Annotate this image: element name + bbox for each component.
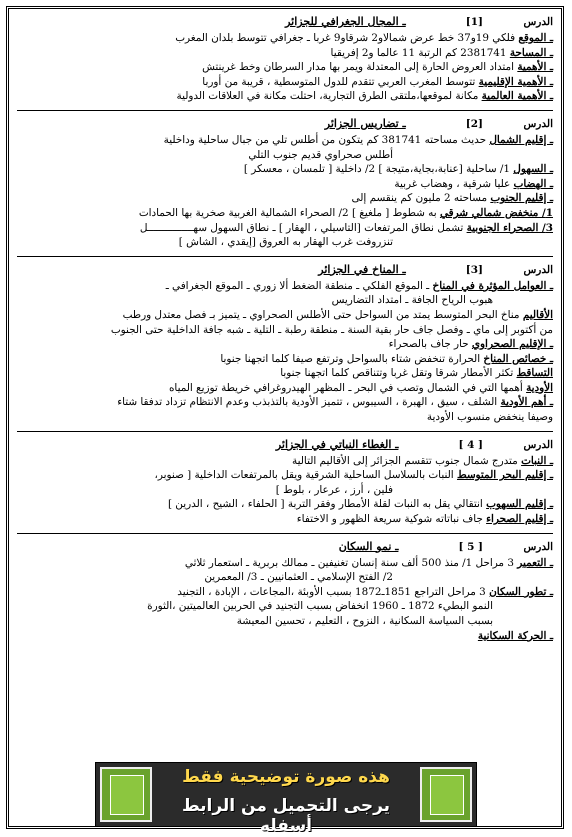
line-key: ـ إقليم الجنوب xyxy=(490,192,553,205)
line-text: فلين ، أرز ، عرعار ، بلوط ] xyxy=(275,483,393,496)
line-key: ـ السهول xyxy=(513,163,553,176)
page-frame xyxy=(6,6,564,829)
lesson-line xyxy=(17,293,553,308)
lesson-line xyxy=(17,381,553,396)
lesson-header xyxy=(17,540,553,556)
line-key: ـ إقليم البحر المتوسط xyxy=(456,469,553,482)
line-text: انتقالي يقل به النبات لقلة الأمطار وفقر التربة [ الحلفاء ، الشيح ، الدرين ] xyxy=(167,498,483,511)
lesson-line xyxy=(17,468,553,483)
banner-line-1: هذه صورة توضيحية فقط xyxy=(182,767,390,787)
lesson-line xyxy=(17,89,553,104)
lesson-label: الدرس xyxy=(523,16,553,28)
line-key: ـ النبات xyxy=(521,454,553,467)
lesson-3 xyxy=(17,263,553,425)
lesson-title: ـ المناخ في الجزائر xyxy=(318,262,406,276)
lesson-line xyxy=(17,512,553,527)
lesson-line xyxy=(17,483,553,498)
line-key: ـ التعمير xyxy=(517,556,553,569)
lesson-line xyxy=(17,162,553,177)
line-text: حديث مساحته 381741 كم يتكون من أطلس تلي من جبال ساحلية وداخلية xyxy=(163,133,487,146)
line-text: 1/ ساحلية [عنابة،بجاية،متيجة ] 2/ داخلية [ تلمسان ، معسكر ] xyxy=(243,163,510,176)
lesson-header xyxy=(17,117,553,133)
line-text: عليا شرقية ، وهضاب غربية xyxy=(394,177,511,190)
lesson-line xyxy=(17,337,553,352)
lesson-line xyxy=(17,629,553,644)
lesson-line xyxy=(17,133,553,148)
lesson-line xyxy=(17,60,553,75)
line-text: هبوب الرياح الجافة ـ امتداد التضاريس xyxy=(331,294,493,307)
line-text: 2/ الفتح الإسلامي ـ العثمانيين ـ 3/ المعمرين xyxy=(204,571,393,584)
line-text: أطلس صحراوي قديم جنوب التلي xyxy=(248,148,393,161)
lesson-line xyxy=(17,599,553,614)
lesson-line xyxy=(17,308,553,323)
line-text: جاف نباتاته شوكية سريعة الظهور و الاختفاء xyxy=(296,513,483,526)
lesson-line xyxy=(17,75,553,90)
line-text: حار جاف بالصحراء xyxy=(388,338,469,351)
line-text: فلكي 19و37 خط عرض شمالاو2 شرقاو9 غربا ـ جغرافي تتوسط بلدان المغرب xyxy=(175,32,516,44)
book-icon xyxy=(100,767,152,822)
line-text: تتوسط المغرب العربي تتقدم للدول المتوسطية ، قريبة من أوربا xyxy=(202,75,476,88)
line-text: الشلف ، سيق ، الهبرة ، السيبوس ، تتميز الأودية بالتذبذب وعدم الانتظام تزداد تدفقا شتاء xyxy=(117,396,498,409)
line-text: 3 مراحل التراجع 1851ـ1872 بسبب الأوبئة ،المجاعات ، الإبادة ، التجنيد xyxy=(177,585,486,598)
lesson-label: الدرس xyxy=(523,540,553,553)
line-key: ـ الحركة السكانية xyxy=(477,629,553,642)
line-key: ـ الإقليم الصحراوي xyxy=(471,338,553,351)
lesson-number: [2] xyxy=(465,117,483,130)
line-key: ـ تطور السكان xyxy=(489,585,553,598)
lesson-4 xyxy=(17,438,553,527)
lesson-line xyxy=(17,206,553,221)
lesson-number: [ 4 ] xyxy=(458,438,483,451)
line-text: تنزروفت غرب الهقار به العروق [إيقدي ، الشاش ] xyxy=(178,236,393,249)
lesson-label: الدرس xyxy=(523,117,553,130)
lesson-5 xyxy=(17,540,553,644)
lesson-title: ـ الغطاء النباتي في الجزائر xyxy=(275,437,399,451)
lesson-title: ـ نمو السكان xyxy=(338,539,399,553)
lesson-title: ـ تضاريس الجزائر xyxy=(324,116,406,130)
lesson-line xyxy=(17,497,553,512)
banner-line-2: يرجى التحميل من الرابط أسفله xyxy=(181,796,391,836)
line-key: التساقط xyxy=(516,367,553,380)
lesson-line xyxy=(17,191,553,206)
lessons-container xyxy=(17,15,553,820)
lesson-line xyxy=(17,46,553,61)
line-key: ـ أهم الأودية xyxy=(500,396,553,409)
line-text: النبات بالسلاسل الساحلية الشرقية ويقل بالمرتفعات الداخلية [ صنوبر، xyxy=(154,469,454,482)
line-text: 3 مراحل 1/ منذ 500 ألف سنة إنسان تغنيفين ـ ممالك بربرية ـ استعمار ثلاثي xyxy=(184,556,514,569)
line-key: ـ الأهمية xyxy=(517,61,553,74)
line-key: ـ الأهمية العالمية xyxy=(481,90,553,103)
lesson-line xyxy=(17,177,553,192)
lesson-line xyxy=(17,614,553,629)
line-key: ـ خصائص المناخ xyxy=(483,352,553,365)
lesson-header xyxy=(17,438,553,454)
lesson-line xyxy=(17,395,553,410)
line-text: النمو البطيء 1872 ـ 1960 انخفاض بسبب التجنيد في الحربين العالميتين ،الثورة xyxy=(147,600,493,613)
line-key: ـ المساحة xyxy=(509,46,553,59)
section-divider xyxy=(17,533,553,534)
lesson-line xyxy=(17,148,553,163)
line-text: امتداد العروض الحارة إلى المعتدلة ويمر بها مدار السرطان وخط غرينتش xyxy=(202,61,515,74)
lesson-line xyxy=(17,366,553,381)
line-text: 2381741 كم الرتبة 11 عالما و2 إفريقيا xyxy=(330,46,507,59)
lesson-line xyxy=(17,279,553,294)
line-key: ـ إقليم السهوب xyxy=(486,498,553,511)
line-key: ـ إقليم الشمال xyxy=(489,133,553,146)
line-text: متدرج شمال جنوب تتقسم الجزائر إلى الأقاليم التالية xyxy=(292,454,518,467)
line-key: ـ العوامل المؤثرة في المناخ xyxy=(432,279,553,292)
section-divider xyxy=(17,256,553,257)
watermark-banner[interactable] xyxy=(95,762,477,836)
lesson-line xyxy=(17,585,553,600)
lesson-header xyxy=(17,15,553,31)
line-key: ـ الموقع xyxy=(518,32,553,44)
lesson-label: الدرس xyxy=(523,438,553,451)
book-icon xyxy=(420,767,472,822)
section-divider xyxy=(17,431,553,432)
lesson-number: [ 5 ] xyxy=(458,540,483,553)
line-text: تشمل نطاق المرتفعات [التاسيلي ، الهقار ] ـ نطاق السهول سهـــــــــــــــل xyxy=(139,221,464,234)
lesson-title: ـ المجال الجغرافي للجزائر xyxy=(285,15,406,28)
lesson-line xyxy=(17,323,553,338)
lesson-2 xyxy=(17,117,553,250)
lesson-line xyxy=(17,31,553,46)
line-key: ـ الهضاب xyxy=(513,177,553,190)
lesson-line xyxy=(17,556,553,571)
lesson-number: [1] xyxy=(465,16,483,28)
line-text: الحرارة تنخفض شتاء بالسواحل وترتفع صيفا كلما اتجهنا جنوبا xyxy=(220,352,481,365)
lesson-line xyxy=(17,410,553,425)
line-key: الأودية xyxy=(526,381,553,394)
lesson-line xyxy=(17,352,553,367)
section-divider xyxy=(17,110,553,111)
line-key: ـ إقليم الصحراء xyxy=(486,513,553,526)
line-text: مكانة لموقعها،ملتقى الطرق التجارية، احتلت مكانة في العلاقات الدولية xyxy=(176,90,479,103)
lesson-line xyxy=(17,570,553,585)
lesson-header xyxy=(17,263,553,279)
lesson-1 xyxy=(17,15,553,104)
line-key: 3/ الصحراء الجنوبية xyxy=(466,221,553,234)
line-text: مساحته 2 مليون كم ينقسم إلى xyxy=(351,192,488,205)
lesson-line xyxy=(17,221,553,236)
line-key: 1/ منخفض شمالي شرقي xyxy=(439,206,553,219)
lesson-number: [3] xyxy=(465,263,483,276)
line-text: ـ الموقع الفلكي ـ منطقة الضغط ألا زوري ـ الموقع الجغرافي ـ xyxy=(165,279,430,292)
line-text: وصيفا ينخفض منسوب الأودية xyxy=(426,411,553,424)
lesson-line xyxy=(17,235,553,250)
line-text: تكثر الأمطار شرقا وتقل غربا وتتناقص كلما اتجهنا جنوبا xyxy=(280,367,514,380)
line-key: ـ الأهمية الإقليمية xyxy=(478,75,553,88)
line-text: بسبب السياسة السكانية ، النزوح ، التعليم ، تحسين المعيشة xyxy=(236,615,493,627)
lesson-label: الدرس xyxy=(523,263,553,276)
line-text: به شطوط [ ملغيغ ] 2/ الصحراء الشمالية الغربية صخرية بها الحمادات xyxy=(138,206,437,219)
line-text: من أكتوبر إلى ماي ـ وفصل جاف حار بقية السنة ـ منطقة رطبة ـ التلية ـ شبه جافة الداخلية حتى الجنوب xyxy=(110,323,553,336)
line-text: أهمها التي في الشمال وتصب في البحر ـ المظهر الهيدروغرافي خريطة توزيع المياه xyxy=(168,381,523,394)
lesson-line xyxy=(17,454,553,469)
line-key: الأقاليم xyxy=(522,308,553,321)
line-text: مناخ البحر المتوسط يمتد من السواحل حتى الأطلس الصحراوي ـ يتميز بـ فصل معتدل ورطب xyxy=(122,308,520,321)
